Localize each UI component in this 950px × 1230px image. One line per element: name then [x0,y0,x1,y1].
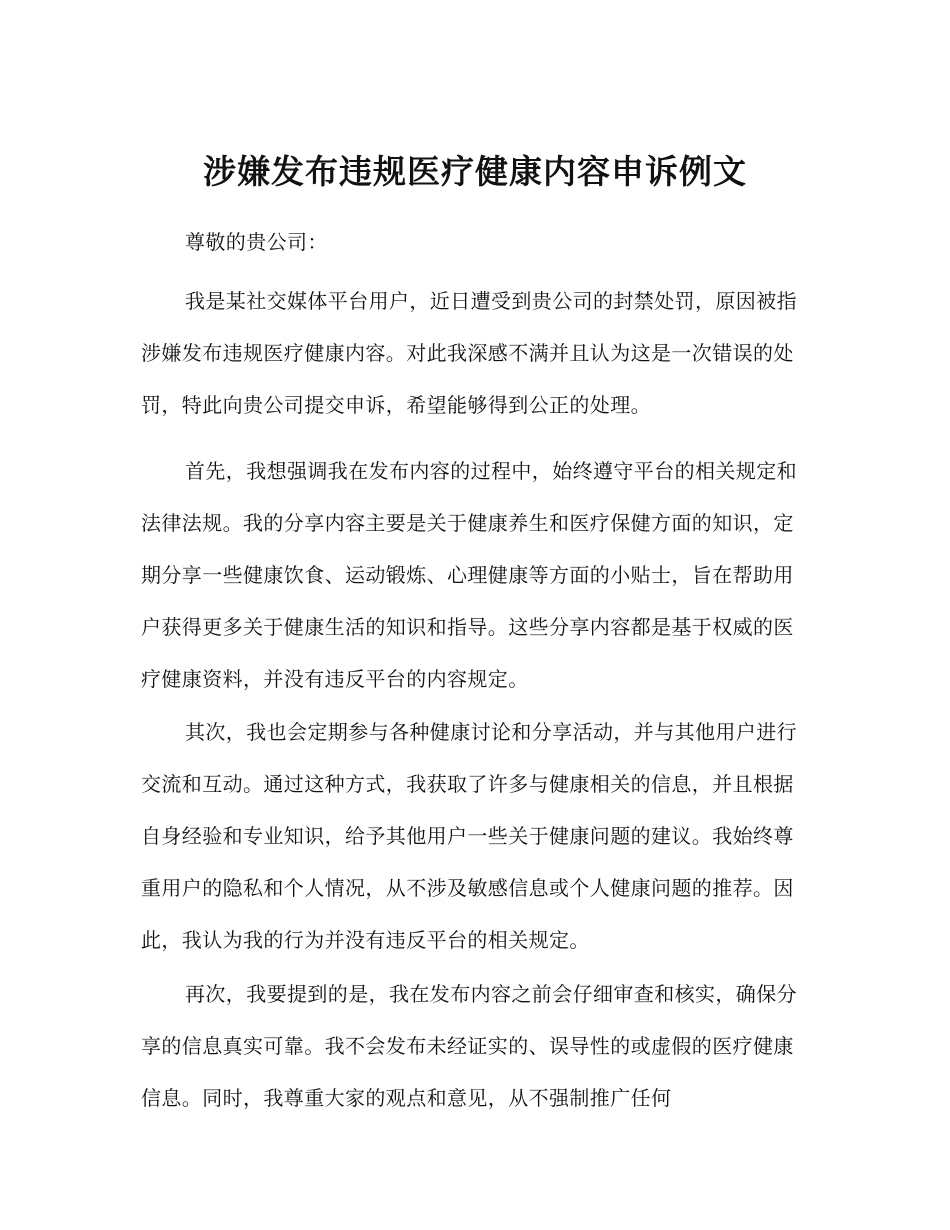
paragraph-4: 再次，我要提到的是，我在发布内容之前会仔细审查和核实，确保分享的信息真实可靠。我不会发布未经证实的、误导性的或虚假的医疗健康信息。同时，我尊重大家的观点和意见，从不强制推广任何 [141,982,797,1110]
paragraph-2: 首先，我想强调我在发布内容的过程中，始终遵守平台的相关规定和法律法规。我的分享内容主要是关于健康养生和医疗保健方面的知识，定期分享一些健康饮食、运动锻炼、心理健康等方面的小贴士，旨在帮助用户获得更多关于健康生活的知识和指导。这些分享内容都是基于权威的医疗健康资料，并没有违反平台的内容规定。 [141,459,797,691]
paragraph-3: 其次，我也会定期参与各种健康讨论和分享活动，并与其他用户进行交流和互动。通过这种方式，我获取了许多与健康相关的信息，并且根据自身经验和专业知识，给予其他用户一些关于健康问题的建议。我始终尊重用户的隐私和个人情况，从不涉及敏感信息或个人健康问题的推荐。因此，我认为我的行为并没有违反平台的相关规定。 [141,720,797,952]
salutation: 尊敬的贵公司： [185,230,328,254]
document-title: 涉嫌发布违规医疗健康内容申诉例文 [203,152,747,191]
paragraph-1: 我是某社交媒体平台用户，近日遭受到贵公司的封禁处罚，原因被指涉嫌发布违规医疗健康内容。对此我深感不满并且认为这是一次错误的处罚，特此向贵公司提交申诉，希望能够得到公正的处理。 [141,289,797,417]
